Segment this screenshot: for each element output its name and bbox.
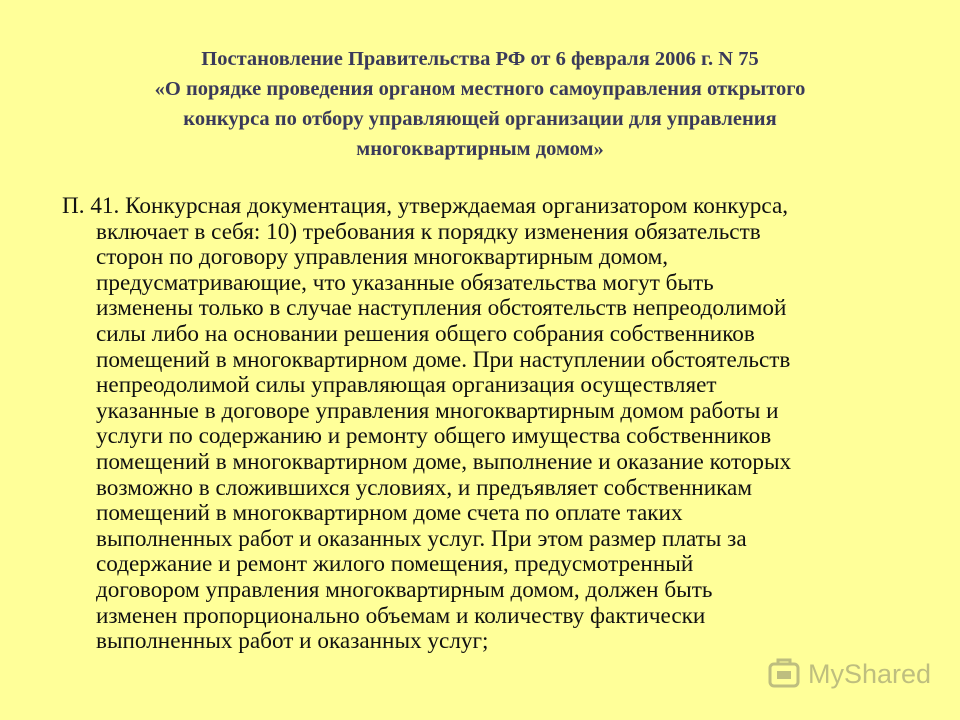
body-line: непреодолимой силы управляющая организация осуществляет xyxy=(96,372,717,399)
body-line: услуги по содержанию и ремонту общего имущества собственников xyxy=(96,423,772,450)
body-line: помещений в многоквартирном доме, выполнение и оказание которых xyxy=(96,448,792,475)
body-line: включает в себя: 10) требования к порядку изменения обязательств xyxy=(96,218,761,245)
watermark xyxy=(766,656,931,692)
title-line: многоквартирным домом» xyxy=(356,138,604,160)
body-line: указанные в договоре управления многоквартирным домом работы и xyxy=(96,397,779,424)
myshared-logo-icon xyxy=(766,656,802,692)
body-line: помещений в многоквартирном доме. При наступлении обстоятельств xyxy=(96,346,791,373)
body-line: предусматривающие, что указанные обязательства могут быть xyxy=(96,269,714,296)
body-line: содержание и ремонт жилого помещения, предусмотренный xyxy=(96,551,694,578)
body-line: изменен пропорционально объемам и количеству фактически xyxy=(96,602,706,629)
document-body xyxy=(62,194,922,655)
body-line: выполненных работ и оказанных услуг; xyxy=(96,628,489,655)
watermark-text: MyShared xyxy=(808,658,932,689)
title-line: «О порядке проведения органом местного самоуправления открытого xyxy=(154,78,806,100)
body-line: П. 41. Конкурсная документация, утверждаемая организатором конкурса, xyxy=(62,193,789,219)
title-line: Постановление Правительства РФ от 6 февраля 2006 г. N 75 xyxy=(201,48,759,70)
body-line: выполненных работ и оказанных услуг. При этом размер платы за xyxy=(96,525,747,552)
body-line: изменены только в случае наступления обстоятельств непреодолимой xyxy=(96,295,787,322)
body-line: сторон по договору управления многоквартирным домом, xyxy=(96,244,669,271)
body-line: силы либо на основании решения общего собрания собственников xyxy=(96,320,755,347)
body-line: договором управления многоквартирным домом, должен быть xyxy=(96,576,713,603)
body-line: возможно в сложившихся условиях, и предъявляет собственникам xyxy=(96,474,752,501)
title-line: конкурса по отбору управляющей организации для управления xyxy=(183,108,777,130)
document-title xyxy=(80,44,880,164)
body-line: помещений в многоквартирном доме счета по оплате таких xyxy=(96,500,683,527)
